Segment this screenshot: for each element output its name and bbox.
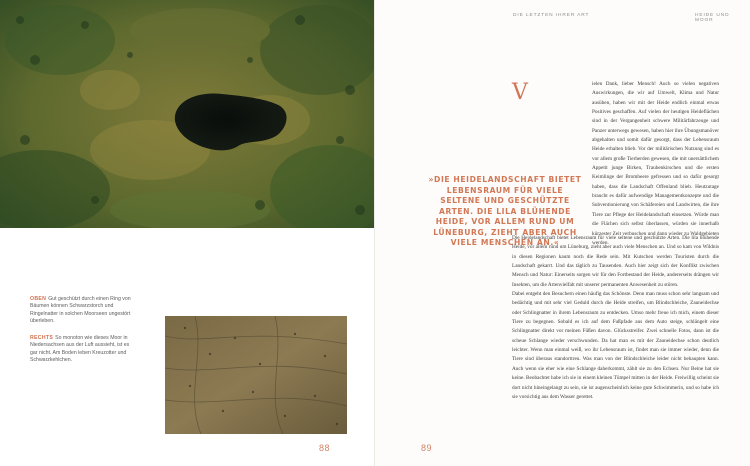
caption-top-lead: OBEN (30, 296, 47, 302)
drop-cap: V (512, 80, 528, 105)
aerial-photo-moor-lake (0, 0, 375, 228)
caption-bottom-text: So monoton wie dieses Moor in Niedersachsen aus der Luft aussieht, ist es gar nicht. Am Boden leben Kreuzotter und Schwarzkehlchen. (30, 335, 130, 364)
running-header-section: DIE LETZTEN IHRER ART (513, 13, 590, 18)
page-number-left: 88 (319, 443, 331, 453)
article-paragraph-2: Die Heidelandschaft bietet Lebensraum für viele seltene und geschützte Arten. Die lila blühende Heide, vor allem rund um Lüneburg, zieht aber auch viele Menschen an. Und so kam von Wildnis in diesen Regionen kaum noch die Rede sein. Mit Kutschen werden Touristen durch die Landschaft gekarrt. Und das täglich zu Tausenden. Auch hier zeigt sich der Konflikt zwischen Mensch und Natur: Einerseits sorgen wir für den Fortbestand der Heide, andererseits drängen wir Insekten, um die Artenvielfalt mit unserer permanenten Anwesenheit zu stören. (512, 235, 719, 288)
page-number-right: 89 (421, 443, 433, 453)
article-body-continued (512, 234, 719, 402)
article-paragraph-1: ielen Dank, lieber Mensch! Auch so vielen negativen Auswirkungen, die wir auf Umwelt, Klima und Natur ausüben, haben wir mit der Heide endlich einmal etwas Positives geschaffen. Auf vielen der heutigen Heideflächen sind in der Vergangenheit schwere Militärfahrzeuge und Panzer unterwegs gewesen, haben hier ihre Übungsmanöver abgehalten und somit dafür gesorgt, dass der Lebensraum Heide erhalten blieb. Vor der militärischen Nutzung sind es vor allem große Tierherden gewesen, die mit unersättlichem Appetit junge Birken, Traubenkirschen und die ersten Keimlinge der Brombeere gefressen und so dafür gesorgt haben, dass die Landschaft Offenland blieb. Heutzutage braucht es dafür aufwendige Managementkonzepte und die Subventionierung von Schäfereien und Landwirten, die ihre Tiere zur Pflege der Heidelandschaft einsetzen. Würde man die Flächen sich selbst überlassen, würden sie innerhalb kürzester Zeit verbuschen und dann wieder zu Waldgebieten werden. (592, 81, 719, 246)
running-header-chapter: HEIDE UND MOOR (695, 13, 730, 23)
caption-bottom (30, 335, 135, 365)
caption-top-text: Gut geschützt durch einen Ring von Bäumen können Schwarzstorch und Ringelnatter in solchen Moorseen ungestört überleben. (30, 296, 131, 325)
aerial-photo-moor-texture (165, 316, 347, 434)
pull-quote: »DIE HEIDELANDSCHAFT BIETET LEBENSRAUM FÜR VIELE SELTENE UND GESCHÜTZTE ARTEN. DIE LILA BLÜHENDE HEIDE, VOR ALLEM RUND UM LÜNEBURG, ZIEHT ABER AUCH VIELE MENSCHEN AN.« (428, 175, 582, 247)
article-paragraph-3: Dabei entgeht den Besuchern einen häufig das Schönste. Denn man muss schon sehr langsam und bedächtig und mit sehr viel Geduld durch die Heide streifen, um Blindschleiche, Zauneidechse oder Schlingnatter in ihrem Lebensraum zu entdecken. Umso mehr freue ich mich, einem dieser Tiere zu begegnen. Sobald es ich auf dem Fußpfade aus dem Auto steige, schlängelt eine Schlingnatter direkt vor meinen Füßen davon. Glücksstreifer. Zwei schnelle Fotos, dann ist die scheue Schlange wieder verschwunden. Da hat man es mit der Zauneidechse schon deutlich leichter. Wenn man einmal weiß, wo ihr Lebensraum ist, findet man sie immer wieder, denn die Tiere sind überaus standorttreu. Was man von der Blindschleiche leider nicht behaupten kann. Auch wenn sie eher wie eine Schlange daherkommt, zählt sie zu den Echsen. Nur Beine hat sie keine. Beobachtet habe ich sie in einem kleinen Tümpel mitten in der Heide. Freiwillig scheint sie dort nicht hineingelangt zu sein, sie ist augenscheinlich keine gute Schwimmerin, und so habe ich sie vorsichtig aus dem Wasser gerettet. (512, 291, 719, 400)
caption-bottom-lead: RECHTS (30, 335, 54, 341)
caption-top (30, 296, 135, 326)
